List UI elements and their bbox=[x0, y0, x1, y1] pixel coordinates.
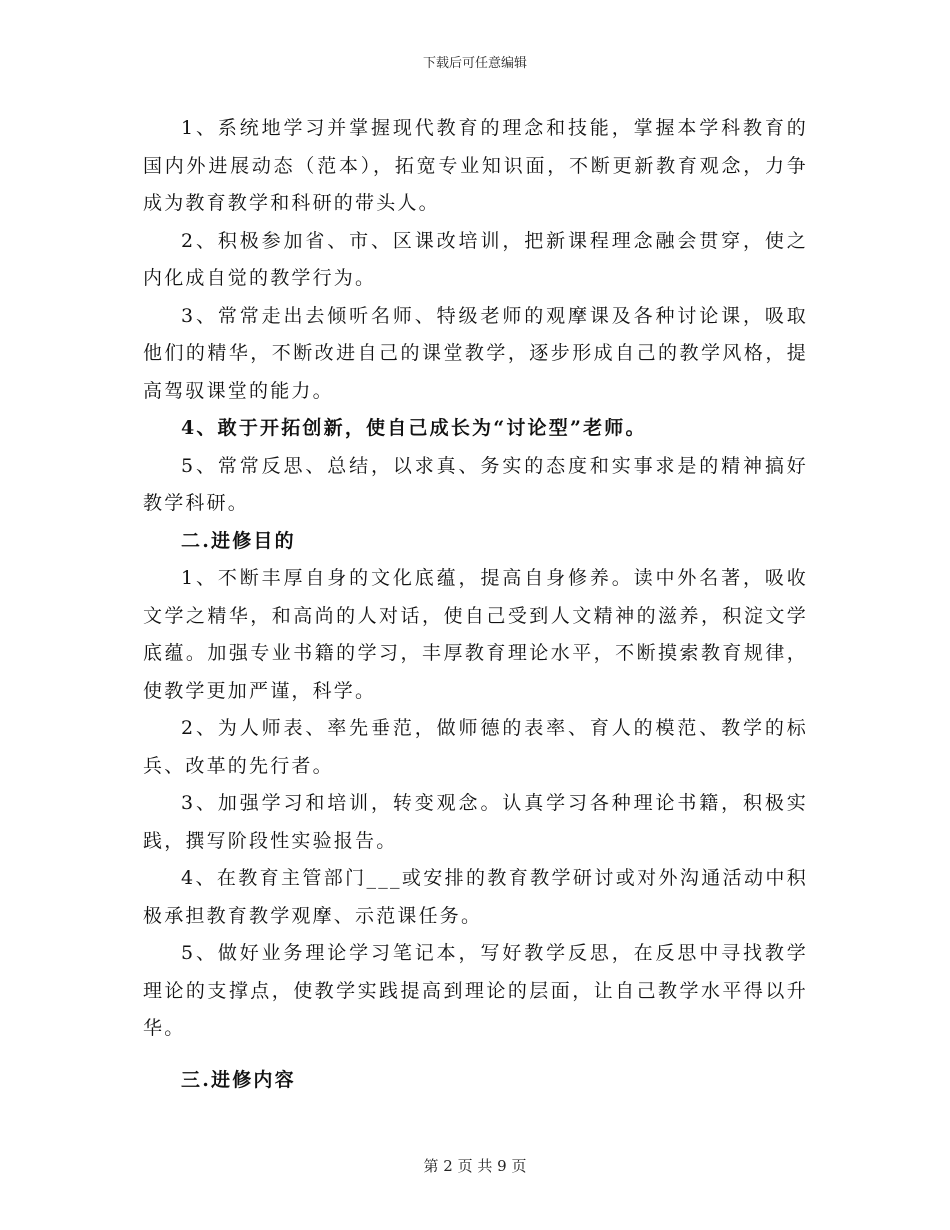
section-heading-content: 三.进修内容 bbox=[181, 1068, 296, 1091]
paragraph-purpose-5: 5、做好业务理论学习笔记本，写好教学反思，在反思中寻找教学理论的支撑点，使教学实践提高到理论的层面，让自己教学水平得以升华。 bbox=[143, 942, 808, 1039]
page-number-footer: 第 2 页 共 9 页 bbox=[423, 1157, 527, 1175]
paragraph-purpose-2: 2、为人师表、率先垂范，做师德的表率、育人的模范、教学的标兵、改革的先行者。 bbox=[143, 717, 808, 777]
paragraph-goal-4: 4、敢于开拓创新，使自己成长为“讨论型”老师。 bbox=[181, 417, 647, 439]
document-body bbox=[143, 110, 808, 1099]
paragraph-purpose-4: 4、在教育主管部门___或安排的教育教学研讨或对外沟通活动中积极承担教育教学观摩、示范课任务。 bbox=[143, 867, 808, 927]
page-header: 下载后可任意编辑 bbox=[422, 56, 527, 71]
paragraph-purpose-1: 1、不断丰厚自身的文化底蕴，提高自身修养。读中外名著，吸收文学之精华，和高尚的人对话，使自己受到人文精神的滋养，积淀文学底蕴。加强专业书籍的学习，丰厚教育理论水平，不断摸索教育规律，使教学更加严谨，科学。 bbox=[143, 567, 808, 702]
paragraph-goal-5: 5、常常反思、总结，以求真、务实的态度和实事求是的精神搞好教学科研。 bbox=[143, 454, 808, 514]
section-heading-purpose: 二.进修目的 bbox=[181, 529, 296, 552]
paragraph-purpose-3: 3、加强学习和培训，转变观念。认真学习各种理论书籍，积极实践，撰写阶段性实验报告。 bbox=[143, 792, 808, 852]
paragraph-goal-1: 1、系统地学习并掌握现代教育的理念和技能，掌握本学科教育的国内外进展动态（范本），拓宽专业知识面，不断更新教育观念，力争成为教育教学和科研的带头人。 bbox=[143, 117, 808, 214]
paragraph-goal-2: 2、积极参加省、市、区课改培训，把新课程理念融会贯穿，使之内化成自觉的教学行为。 bbox=[143, 229, 808, 289]
paragraph-goal-3: 3、常常走出去倾听名师、特级老师的观摩课及各种讨论课，吸取他们的精华，不断改进自己的课堂教学，逐步形成自己的教学风格，提高驾驭课堂的能力。 bbox=[143, 304, 808, 402]
